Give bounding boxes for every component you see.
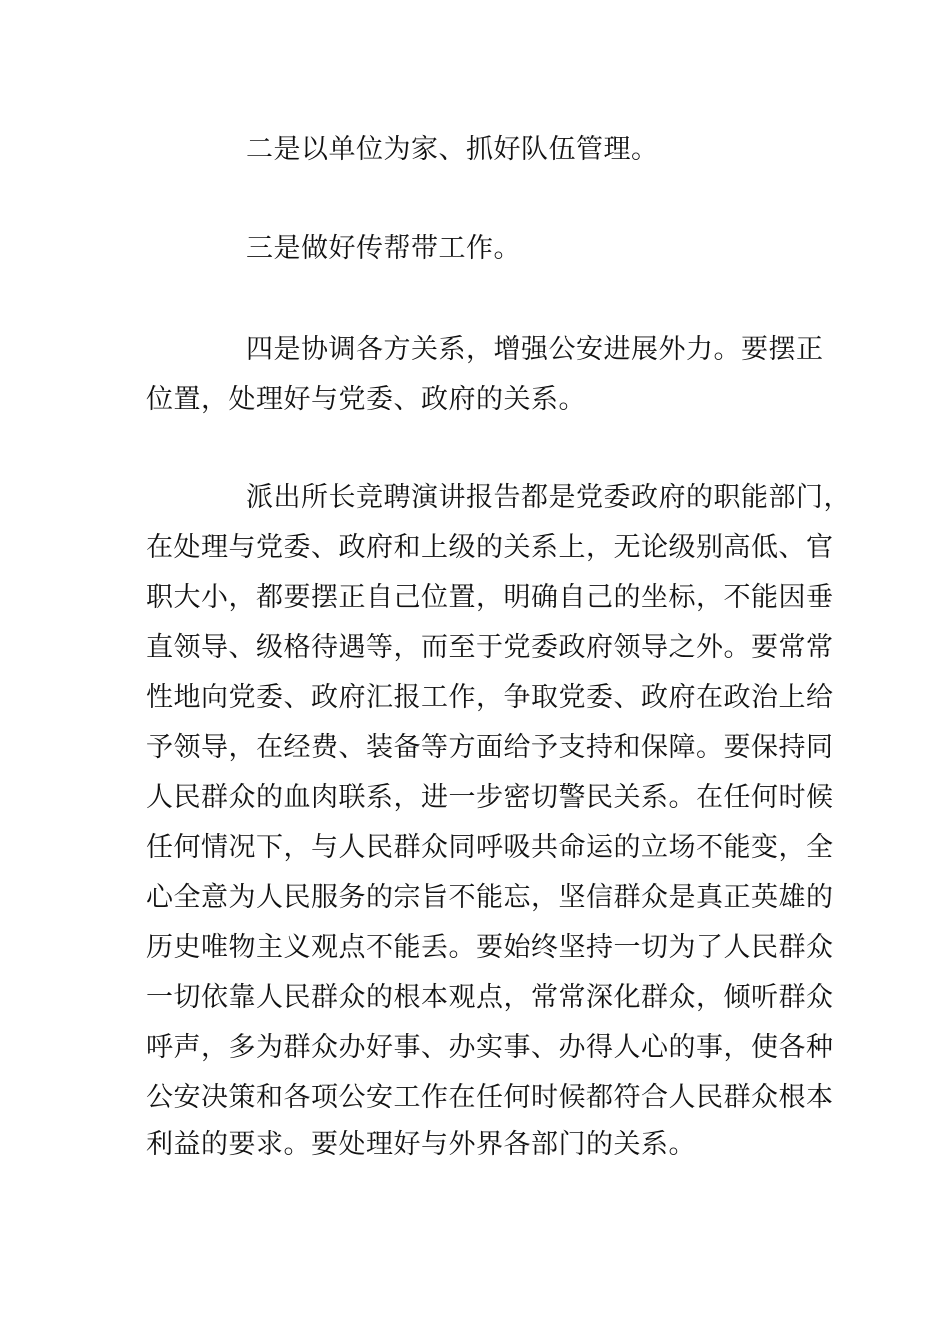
paragraph-4-line-4: 直领导、级格待遇等，而至于党委政府领导之外。要常常: [146, 632, 834, 663]
paragraph-3-line-1: 四是协调各方关系，增强公安进展外力。要摆正: [246, 334, 824, 365]
paragraph-4-line-1: 派出所长竞聘演讲报告都是党委政府的职能部门，: [246, 482, 851, 513]
paragraph-4-line-10: 历史唯物主义观点不能丢。要始终坚持一切为了人民群众: [146, 932, 834, 963]
paragraph-4-line-3: 职大小，都要摆正自己位置，明确自己的坐标，不能因垂: [146, 582, 834, 613]
paragraph-4-line-7: 人民群众的血肉联系，进一步密切警民关系。在任何时候: [146, 782, 834, 813]
paragraph-2-line-1: 三是做好传帮带工作。: [246, 233, 521, 264]
paragraph-4-line-11: 一切依靠人民群众的根本观点，常常深化群众，倾听群众: [146, 982, 834, 1013]
paragraph-4-line-13: 公安决策和各项公安工作在任何时候都符合人民群众根本: [146, 1082, 834, 1113]
paragraph-4-line-14: 利益的要求。要处理好与外界各部门的关系。: [146, 1129, 696, 1160]
paragraph-4-line-12: 呼声，多为群众办好事、办实事、办得人心的事，使各种: [146, 1032, 834, 1063]
paragraph-4-line-5: 性地向党委、政府汇报工作，争取党委、政府在政治上给: [146, 682, 834, 713]
paragraph-4-line-2: 在处理与党委、政府和上级的关系上，无论级别高低、官: [146, 532, 834, 563]
paragraph-4-line-8: 任何情况下，与人民群众同呼吸共命运的立场不能变，全: [146, 832, 834, 863]
paragraph-1-line-1: 二是以单位为家、抓好队伍管理。: [246, 134, 659, 165]
paragraph-3-line-2: 位置，处理好与党委、政府的关系。: [146, 384, 586, 415]
paragraph-4-line-6: 予领导，在经费、装备等方面给予支持和保障。要保持同: [146, 732, 834, 763]
paragraph-4-line-9: 心全意为人民服务的宗旨不能忘，坚信群众是真正英雄的: [146, 882, 834, 913]
